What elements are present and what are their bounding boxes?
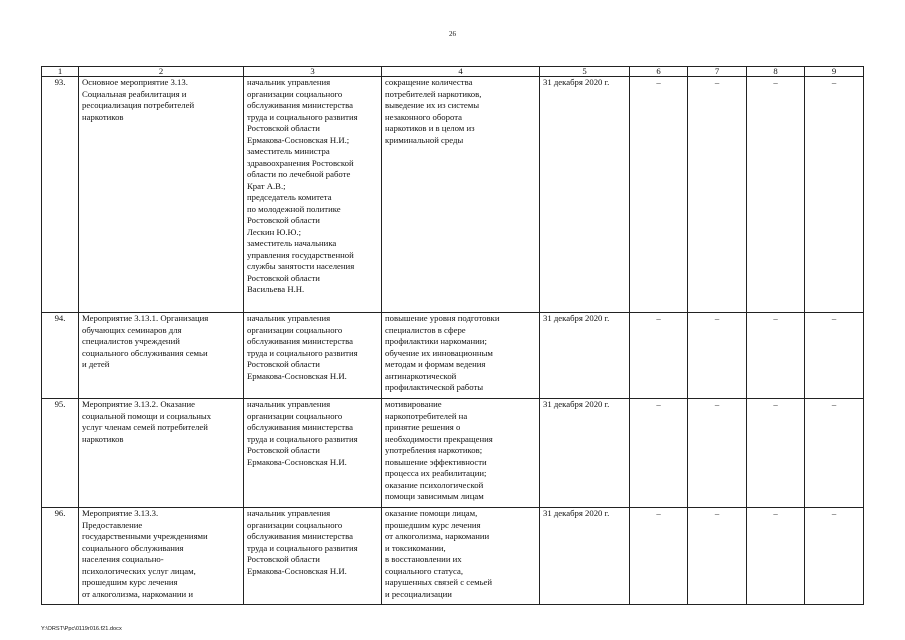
col7-cell: – [688,399,747,508]
event-cell: Мероприятие 3.13.1. Организация обучающих семинаров для специалистов учреждений социального обслуживания семьи и детей [79,313,244,399]
result-cell: повышение уровня подготовки специалистов в сфере профилактики наркомании; обучение их инновационным методам и формам ведения антинаркотической профилактической работы [382,313,540,399]
col7-cell: – [688,77,747,313]
col8-cell: – [747,399,805,508]
result-cell: оказание помощи лицам, прошедшим курс лечения от алкоголизма, наркомании и токсикомании, в восстановлении их социального статуса, нарушенных связей с семьей и ресоциализации [382,508,540,605]
col6-cell: – [630,399,688,508]
column-number: 1 [42,67,79,77]
col8-cell: – [747,77,805,313]
col8-cell: – [747,313,805,399]
footer-file-path: Y:\ORST\Ppc\0119r016.f21.docx [41,626,122,632]
column-number-row [42,67,864,77]
responsible-cell: начальник управления организации социального обслуживания министерства труда и социального развития Ростовской области Ермакова-Сосновская Н.И. [244,399,382,508]
table-row [42,508,864,605]
result-cell: мотивирование наркопотребителей на принятие решения о необходимости прекращения употребления наркотиков; повышение эффективности процесса их реабилитации; оказание психологической помощи зависимым лицам [382,399,540,508]
column-number: 2 [79,67,244,77]
deadline-cell: 31 декабря 2020 г. [540,77,630,313]
responsible-cell: начальник управления организации социального обслуживания министерства труда и социального развития Ростовской области Ермакова-Сосновская Н.И. [244,313,382,399]
deadline-cell: 31 декабря 2020 г. [540,399,630,508]
responsible-cell: начальник управления организации социального обслуживания министерства труда и социального развития Ростовской области Ермакова-Сосновская Н.И. [244,508,382,605]
col8-cell: – [747,508,805,605]
event-cell: Мероприятие 3.13.3. Предоставление государственными учреждениями социального обслуживания населения социально- психологических услуг лицам, прошедшим курс лечения от алкоголизма, наркомании и [79,508,244,605]
row-number: 94. [42,313,79,399]
col6-cell: – [630,508,688,605]
column-number: 3 [244,67,382,77]
col6-cell: – [630,313,688,399]
row-number: 95. [42,399,79,508]
row-number: 96. [42,508,79,605]
deadline-cell: 31 декабря 2020 г. [540,508,630,605]
table-row [42,77,864,313]
event-cell: Мероприятие 3.13.2. Оказание социальной помощи и социальных услуг членам семей потребителей наркотиков [79,399,244,508]
table-row [42,399,864,508]
col9-cell: – [805,313,864,399]
measures-table [41,66,864,605]
column-number: 6 [630,67,688,77]
column-number: 4 [382,67,540,77]
col7-cell: – [688,313,747,399]
deadline-cell: 31 декабря 2020 г. [540,313,630,399]
column-number: 5 [540,67,630,77]
event-cell: Основное мероприятие 3.13. Социальная реабилитация и ресоциализация потребителей наркотиков [79,77,244,313]
column-number: 9 [805,67,864,77]
column-number: 8 [747,67,805,77]
page-number: 26 [449,30,456,38]
responsible-cell: начальник управления организации социального обслуживания министерства труда и социального развития Ростовской области Ермакова-Сосновская Н.И.; заместитель министра здравоохранения Ростовской области по лечебной работе Крат А.В.; председатель комитета по молодежной политике Ростовской области Лескин Ю.Ю.; заместитель начальника управления государственной службы занятости населения Ростовской области Васильева Н.Н. [244,77,382,313]
col9-cell: – [805,399,864,508]
col9-cell: – [805,508,864,605]
col9-cell: – [805,77,864,313]
col7-cell: – [688,508,747,605]
column-number: 7 [688,67,747,77]
table-row [42,313,864,399]
result-cell: сокращение количества потребителей наркотиков, выведение их из системы незаконного оборота наркотиков и в целом из криминальной среды [382,77,540,313]
col6-cell: – [630,77,688,313]
row-number: 93. [42,77,79,313]
